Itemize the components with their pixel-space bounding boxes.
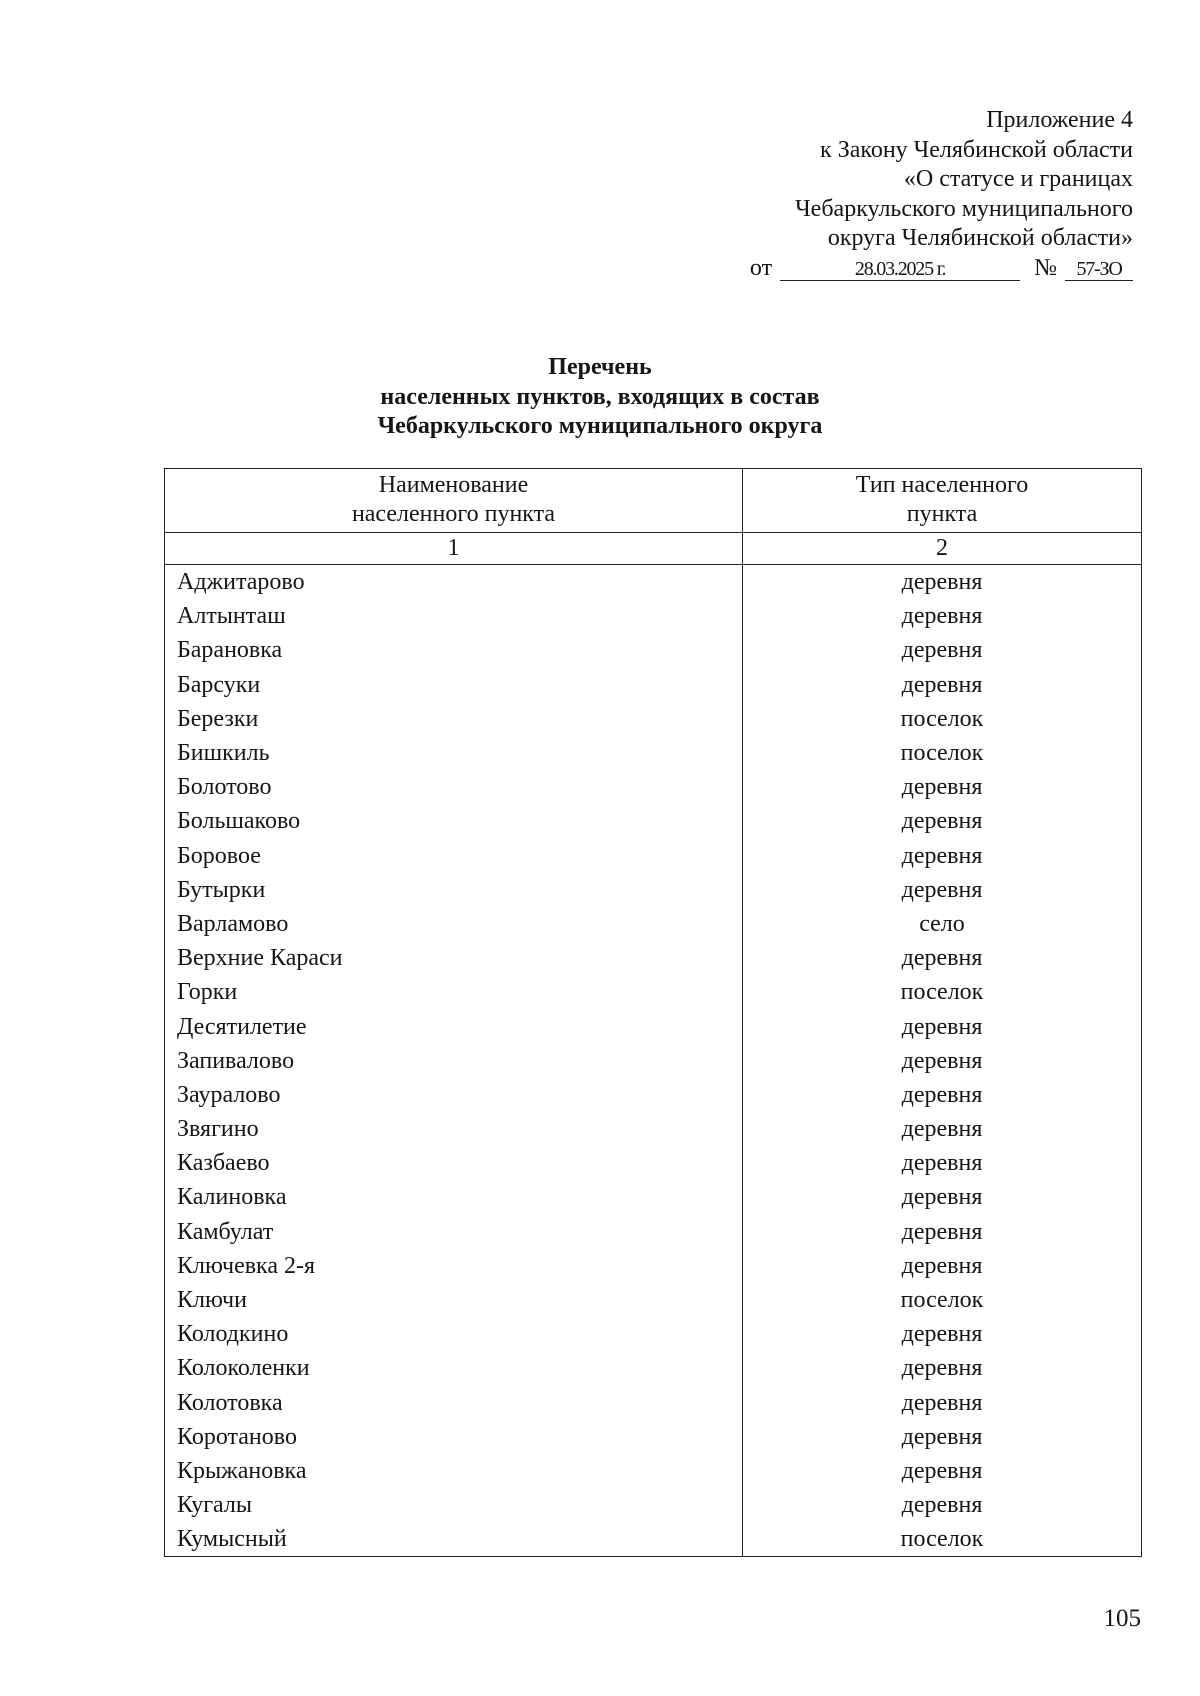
settlement-type: поселок: [743, 1522, 1142, 1557]
title-line-2: населенных пунктов, входящих в состав: [380, 383, 820, 410]
settlement-name: Калиновка: [165, 1180, 743, 1214]
title-line-3: Чебаркульского муниципального округа: [377, 413, 823, 439]
settlement-name: Зауралово: [165, 1078, 743, 1112]
table-row: [165, 1317, 1142, 1351]
settlement-name: Алтынташ: [165, 599, 743, 633]
settlement-type: деревня: [743, 941, 1142, 975]
law-title-line-1: «О статусе и границах: [903, 166, 1133, 192]
settlement-type: поселок: [743, 975, 1142, 1009]
number-sign: №: [1034, 254, 1057, 281]
table-row: [165, 1522, 1142, 1557]
settlement-name: Колодкино: [165, 1317, 743, 1351]
date-prefix: от: [749, 254, 773, 281]
settlement-type: деревня: [743, 1180, 1142, 1214]
settlement-name: Ключевка 2-я: [165, 1249, 743, 1283]
settlement-name: Барановка: [165, 633, 743, 667]
column-index-row: [165, 533, 1142, 565]
settlement-name: Коротаново: [165, 1420, 743, 1454]
settlement-name: Барсуки: [165, 668, 743, 702]
table-row: [165, 1146, 1142, 1180]
table-row: [165, 770, 1142, 804]
table-row: [165, 1180, 1142, 1214]
table-row: [165, 1249, 1142, 1283]
table-body: [165, 565, 1142, 1557]
document-header: [750, 106, 1133, 283]
settlement-type: деревня: [743, 1146, 1142, 1180]
settlement-name: Крыжановка: [165, 1454, 743, 1488]
table-row: [165, 1386, 1142, 1420]
settlement-name: Звягино: [165, 1112, 743, 1146]
settlement-name: Ключи: [165, 1283, 743, 1317]
table-row: [165, 839, 1142, 873]
settlement-type: деревня: [743, 1420, 1142, 1454]
table-row: [165, 1009, 1142, 1043]
table-row: [165, 1454, 1142, 1488]
settlement-name: Бутырки: [165, 873, 743, 907]
settlement-type: деревня: [743, 1112, 1142, 1146]
table-row: [165, 1283, 1142, 1317]
settlement-type: село: [743, 907, 1142, 941]
settlement-type: деревня: [743, 873, 1142, 907]
settlement-name: Бишкиль: [165, 736, 743, 770]
table-row: [165, 873, 1142, 907]
settlement-type: деревня: [743, 1454, 1142, 1488]
settlement-name: Болотово: [165, 770, 743, 804]
settlement-name: Большаково: [165, 804, 743, 838]
settlement-name: Кумысный: [165, 1522, 743, 1557]
settlement-type: деревня: [743, 633, 1142, 667]
settlement-name: Горки: [165, 975, 743, 1009]
settlement-name: Колотовка: [165, 1386, 743, 1420]
table-row: [165, 1112, 1142, 1146]
table-row: [165, 975, 1142, 1009]
settlement-type: деревня: [743, 565, 1142, 600]
appendix-label: Приложение 4: [986, 107, 1133, 133]
table-header-row: [165, 469, 1142, 533]
settlement-name: Верхние Караси: [165, 941, 743, 975]
settlement-type: деревня: [743, 668, 1142, 702]
settlement-type: деревня: [743, 839, 1142, 873]
settlement-type: деревня: [743, 1009, 1142, 1043]
law-title-line-2: Чебаркульского муниципального: [795, 195, 1133, 222]
settlement-name: Колоколенки: [165, 1351, 743, 1385]
settlement-type: деревня: [743, 599, 1142, 633]
law-reference: к Закону Челябинской области: [820, 136, 1133, 163]
settlement-name: Запивалово: [165, 1044, 743, 1078]
table-row: [165, 633, 1142, 667]
table-row: [165, 907, 1142, 941]
title-line-1: Перечень: [548, 354, 652, 380]
settlement-type: поселок: [743, 1283, 1142, 1317]
table-row: [165, 804, 1142, 838]
settlement-type: деревня: [743, 804, 1142, 838]
settlement-type: деревня: [743, 1044, 1142, 1078]
column-index-2: 2: [743, 533, 1142, 565]
law-date-number-line: [750, 254, 1133, 284]
settlement-name: Казбаево: [165, 1146, 743, 1180]
column-header-name: Наименование населенного пункта: [165, 469, 743, 533]
settlement-name: Аджитарово: [165, 565, 743, 600]
settlement-type: деревня: [743, 1488, 1142, 1522]
settlement-type: деревня: [743, 1078, 1142, 1112]
settlement-type: деревня: [743, 770, 1142, 804]
column-header-type: Тип населенного пункта: [743, 469, 1142, 533]
settlement-type: поселок: [743, 736, 1142, 770]
table-row: [165, 668, 1142, 702]
page-number: 105: [1103, 1605, 1141, 1632]
table-row: [165, 565, 1142, 600]
table-row: [165, 1044, 1142, 1078]
settlement-name: Кугалы: [165, 1488, 743, 1522]
table-row: [165, 702, 1142, 736]
table-row: [165, 736, 1142, 770]
settlement-type: деревня: [743, 1215, 1142, 1249]
settlement-type: поселок: [743, 702, 1142, 736]
settlement-name: Камбулат: [165, 1215, 743, 1249]
settlement-type: деревня: [743, 1249, 1142, 1283]
table-row: [165, 1078, 1142, 1112]
document-title: [0, 353, 1200, 442]
law-number: 57-ЗО: [1065, 258, 1133, 281]
table-row: [165, 941, 1142, 975]
settlement-type: деревня: [743, 1317, 1142, 1351]
table-row: [165, 1488, 1142, 1522]
column-index-1: 1: [165, 533, 743, 565]
settlement-type: деревня: [743, 1386, 1142, 1420]
table-row: [165, 1420, 1142, 1454]
law-title-line-3: округа Челябинской области»: [827, 225, 1133, 251]
settlement-name: Боровое: [165, 839, 743, 873]
table-row: [165, 599, 1142, 633]
table-row: [165, 1351, 1142, 1385]
table-row: [165, 1215, 1142, 1249]
settlements-table: [164, 468, 1142, 1557]
settlement-type: деревня: [743, 1351, 1142, 1385]
settlement-name: Десятилетие: [165, 1009, 743, 1043]
settlement-name: Варламово: [165, 907, 743, 941]
settlement-name: Березки: [165, 702, 743, 736]
law-date: 28.03.2025 г.: [780, 258, 1020, 281]
